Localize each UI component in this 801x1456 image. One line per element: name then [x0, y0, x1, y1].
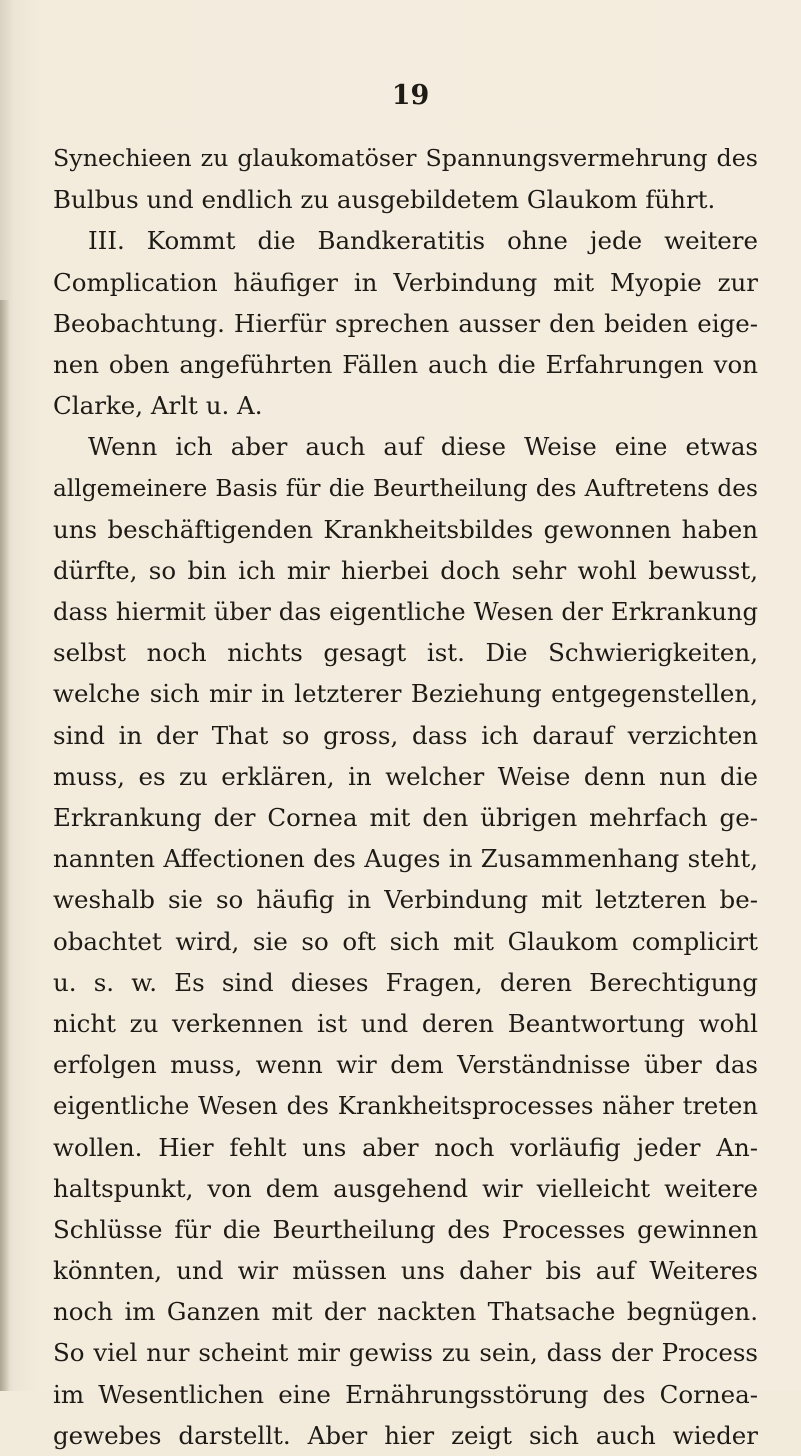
text-line: nannten Affectionen des Auges in Zusammenhang steht,	[53, 844, 758, 874]
text-line: nen oben angeführten Fällen auch die Erfahrungen von	[53, 349, 758, 379]
text-line: allgemeinere Basis für die Beurtheilung des Auftretens des	[53, 474, 758, 502]
text-line: noch im Ganzen mit der nackten Thatsache begnügen.	[53, 1297, 758, 1327]
text-line: Beobachtung. Hierfür sprechen ausser den beiden eige-	[53, 308, 758, 338]
text-line: könnten, und wir müssen uns daher bis auf Weiteres	[53, 1256, 758, 1286]
text-line: obachtet wird, sie so oft sich mit Glaukom complicirt	[53, 926, 758, 956]
text-line: erfolgen muss, wenn wir dem Verständnisse über das	[53, 1050, 758, 1080]
text-line: Bulbus und endlich zu ausgebildetem Glaukom führt.	[53, 185, 716, 215]
text-line: muss, es zu erklären, in welcher Weise denn nun die	[53, 761, 758, 791]
text-line: nicht zu verkennen ist und deren Beantwortung wohl	[53, 1008, 758, 1038]
text-line: Schlüsse für die Beurtheilung des Processes gewinnen	[53, 1214, 758, 1244]
text-line: haltspunkt, von dem ausgehend wir vielleicht weitere	[53, 1173, 758, 1203]
text-line: Synechieen zu glaukomatöser Spannungsvermehrung des	[53, 144, 758, 172]
text-line: u. s. w. Es sind dieses Fragen, deren Berechtigung	[53, 967, 758, 997]
text-line: Clarke, Arlt u. A.	[53, 391, 263, 421]
text-line: dürfte, so bin ich mir hierbei doch sehr wohl bewusst,	[53, 555, 758, 585]
text-line: im Wesentlichen eine Ernährungsstörung des Cornea-	[53, 1379, 758, 1409]
page-number: 19	[391, 80, 430, 111]
text-line: Complication häufiger in Verbindung mit Myopie zur	[53, 267, 758, 297]
text-line: So viel nur scheint mir gewiss zu sein, dass der Process	[53, 1338, 758, 1368]
page-gutter-shadow	[0, 300, 10, 1391]
text-line: gewebes darstellt. Aber hier zeigt sich auch wieder	[53, 1420, 758, 1450]
text-line: welche sich mir in letzterer Beziehung entgegenstellen,	[53, 679, 758, 709]
text-line: uns beschäftigenden Krankheitsbildes gewonnen haben	[53, 514, 758, 544]
text-line: eigentliche Wesen des Krankheitsprocesses näher treten	[53, 1091, 758, 1121]
text-line: wollen. Hier fehlt uns aber noch vorläufig jeder An-	[53, 1132, 758, 1162]
text-line: Erkrankung der Cornea mit den übrigen mehrfach ge-	[53, 803, 758, 832]
text-line: sind in der That so gross, dass ich darauf verzichten	[53, 720, 758, 750]
text-line: selbst noch nichts gesagt ist. Die Schwierigkeiten,	[53, 638, 758, 668]
body-text	[53, 138, 758, 1456]
text-line: weshalb sie so häufig in Verbindung mit letzteren be-	[53, 885, 758, 915]
text-line: III. Kommt die Bandkeratitis ohne jede weitere	[88, 226, 758, 256]
text-line: dass hiermit über das eigentliche Wesen der Erkrankung	[53, 597, 758, 627]
text-line: Wenn ich aber auch auf diese Weise eine etwas	[88, 432, 758, 462]
